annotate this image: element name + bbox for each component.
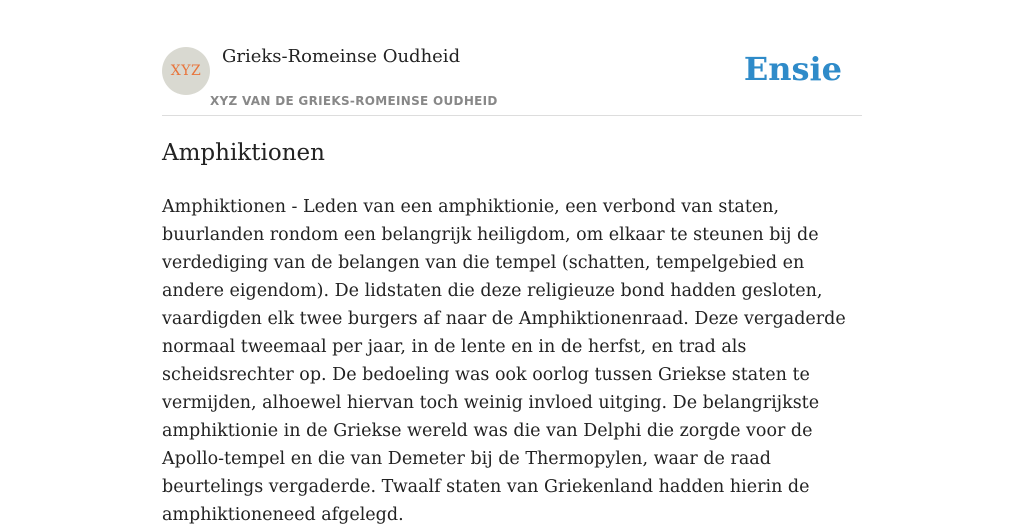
entry-card: [162, 0, 862, 525]
entry-header: [162, 0, 862, 116]
brand-logo[interactable]: Ensie: [743, 50, 842, 88]
source-subtitle: XYZ VAN DE GRIEKS-ROMEINSE OUDHEID: [210, 94, 498, 108]
entry-body: Amphiktionen - Leden van een amphiktionie, een verbond van staten, buurlanden rondom een belangrijk heiligdom, om elkaar te steunen bij de verdediging van de belangen van die tempel (schatten, tempelgebied en andere eigendom). De lidstaten die deze religieuze bond hadden gesloten, vaardigden elk twee burgers af naar de Amphiktionenraad. Deze vergaderde normaal tweemaal per jaar, in de lente en in de herfst, en trad als scheidsrechter op. De bedoeling was ook oorlog tussen Griekse staten te vermijden, alhoewel hiervan toch weinig invloed uitging. De belangrijkste amphiktionie in de Griekse wereld was die van Delphi die zorgde voor de Apollo-tempel en die van Demeter bij de Thermopylen, waar de raad beurtelings vergaderde. Twaalf staten van Griekenland hadden hierin de amphiktioneneed afgelegd.: [162, 197, 846, 525]
source-title[interactable]: Grieks-Romeinse Oudheid: [222, 46, 461, 67]
entry-title: Amphiktionen: [162, 140, 325, 166]
source-avatar-text: XYZ: [170, 63, 202, 79]
source-avatar[interactable]: [162, 47, 210, 95]
